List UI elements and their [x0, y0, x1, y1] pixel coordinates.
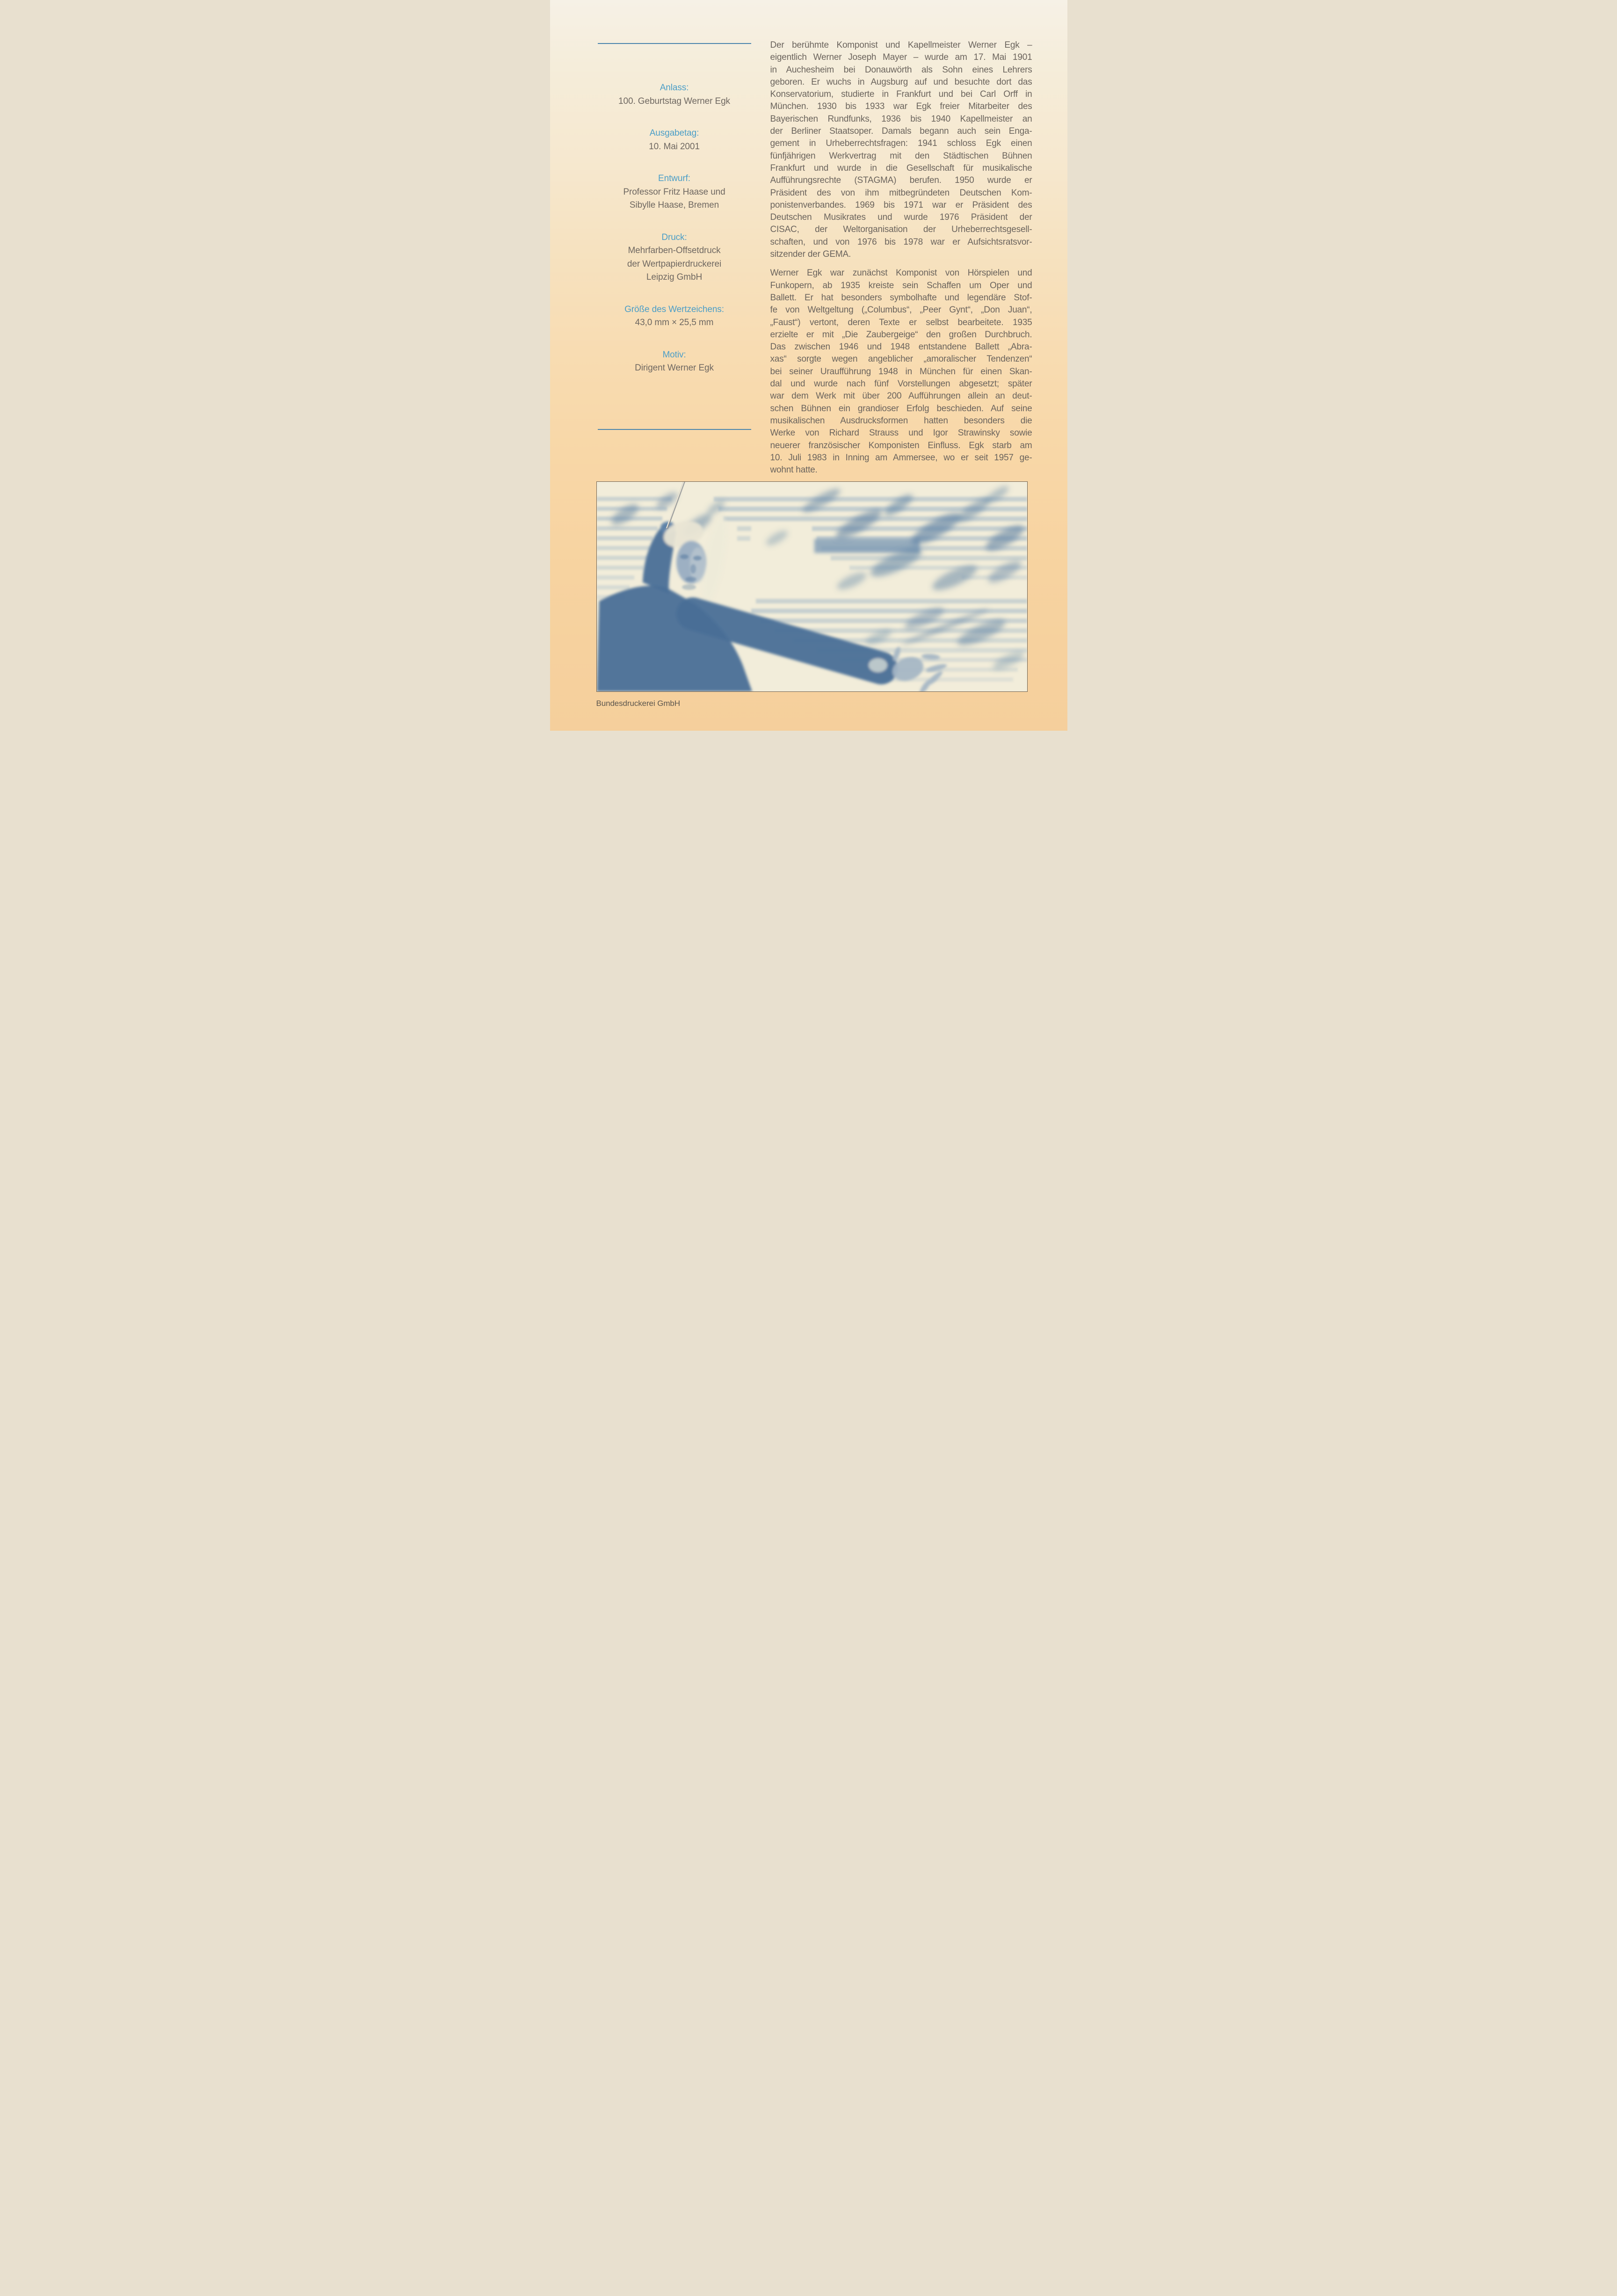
text-line: war dem Werk mit über 200 Aufführungen allein an deut- [770, 391, 1032, 401]
text-line: Aufführungsrechte (STAGMA) berufen. 1950 wurde er [770, 175, 1032, 186]
sidebar-group-values [598, 95, 751, 109]
text-line: erzielte er mit „Die Zaubergeige“ den großen Durchbruch. [770, 329, 1032, 340]
text-line: ponistenverbandes. 1969 bis 1971 war er Präsident des [770, 200, 1032, 210]
sidebar-group [598, 349, 751, 375]
text-line: xas“ sorgte wegen angeblicher „amoralischer Tendenzen“ [770, 354, 1032, 364]
sidebar-group-values [598, 244, 751, 284]
paragraph [770, 267, 1032, 476]
text-line: geboren. Er wuchs in Augsburg auf und besuchte dort das [770, 77, 1032, 87]
sidebar-group [598, 231, 751, 284]
sidebar-value-line: 100. Geburtstag Werner Egk [618, 96, 730, 106]
text-line: eigentlich Werner Joseph Mayer – wurde am 17. Mai 1901 [770, 52, 1032, 63]
collector-sheet-page [550, 0, 1067, 731]
sidebar-group [598, 172, 751, 212]
sidebar-group [598, 81, 751, 108]
sidebar-value-line: Sibylle Haase, Bremen [629, 200, 719, 210]
text-line: schen Bühnen ein grandioser Erfolg beschieden. Auf seine [770, 403, 1032, 414]
sidebar-value-line: der Wertpapierdruckerei [627, 259, 722, 269]
text-line: 10. Juli 1983 in Inning am Ammersee, wo er seit 1957 ge- [770, 452, 1032, 463]
text-line: „Faust“) vertont, deren Texte er selbst bearbeitete. 1935 [770, 317, 1032, 327]
sidebar-value-line: Dirigent Werner Egk [635, 363, 714, 373]
text-line: Konservatorium, studierte in Frankfurt und bei Carl Orff in [770, 89, 1032, 100]
stamp-info-sidebar [598, 81, 751, 375]
sidebar-group [598, 127, 751, 153]
sidebar-value-line: Professor Fritz Haase und [623, 187, 725, 197]
text-line: sitzender der GEMA. [770, 249, 851, 260]
text-line: dal und wurde nach fünf Vorstellungen abgesetzt; später [770, 379, 1032, 389]
text-line: fe von Weltgeltung („Columbus“, „Peer Gynt“, „Don Juan“, [770, 305, 1032, 315]
sidebar-group-label: Anlass: [660, 83, 689, 93]
text-line: Deutschen Musikrates und wurde 1976 Präsident der [770, 212, 1032, 223]
photo-werner-egk-conducting [596, 481, 1028, 692]
conductor-photo-illustration [597, 482, 1027, 691]
sidebar-bottom-rule [598, 429, 751, 430]
sidebar-group-label: Ausgabetag: [649, 128, 699, 138]
sidebar-group-values [598, 140, 751, 154]
text-line: der Berliner Staatsoper. Damals begann auch sein Enga- [770, 126, 1032, 137]
text-line: München. 1930 bis 1933 war Egk freier Mitarbeiter des [770, 102, 1032, 112]
text-line: Werke von Richard Strauss und Igor Strawinsky sowie [770, 428, 1032, 438]
sidebar-group-values [598, 186, 751, 212]
text-line: Präsident des von ihm mitbegründeten Deutschen Kom- [770, 188, 1032, 198]
text-line: musikalischen Ausdrucksformen hatten besonders die [770, 415, 1032, 426]
text-line: fünfjährigen Werkvertrag mit den Städtischen Bühnen [770, 151, 1032, 161]
text-line: schaften, und von 1976 bis 1978 war er Aufsichtsratsvor- [770, 237, 1032, 247]
text-line: neuerer französischer Komponisten Einfluss. Egk starb am [770, 440, 1032, 450]
paragraph [770, 39, 1032, 261]
text-line: Frankfurt und wurde in die Gesellschaft für musikalische [770, 163, 1032, 173]
sidebar-value-line: Leipzig GmbH [646, 272, 703, 282]
sidebar-group-label: Druck: [661, 232, 687, 242]
sidebar-group [598, 303, 751, 330]
sidebar-value-line: Mehrfarben-Offsetdruck [628, 246, 721, 255]
text-line: gement in Urheberrechtsfragen: 1941 schloss Egk einen [770, 138, 1032, 149]
text-line: Ballett. Er hat besonders symbolhafte und legendäre Stof- [770, 292, 1032, 303]
sidebar-group-label: Entwurf: [658, 174, 690, 183]
text-line: wohnt hatte. [770, 465, 818, 475]
biography-text [770, 39, 1032, 476]
text-line: bei seiner Uraufführung 1948 in München für einen Skan- [770, 366, 1032, 377]
printer-credit: Bundesdruckerei GmbH [596, 699, 680, 708]
text-line: in Auchesheim bei Donauwörth als Sohn eines Lehrers [770, 65, 1032, 75]
sidebar-group-label: Größe des Wertzeichens: [624, 304, 724, 314]
text-line: Funkopern, ab 1935 kreiste sein Schaffen um Oper und [770, 280, 1032, 291]
sidebar-group-label: Motiv: [662, 349, 686, 360]
text-line: Der berühmte Komponist und Kapellmeister Werner Egk – [770, 40, 1032, 50]
text-line: Bayerischen Rundfunks, 1936 bis 1940 Kapellmeister an [770, 114, 1032, 124]
text-line: Das zwischen 1946 und 1948 entstandene Ballett „Abra- [770, 342, 1032, 352]
text-line: CISAC, der Weltorganisation der Urheberrechtsgesell- [770, 225, 1032, 235]
sidebar-value-line: 43,0 mm × 25,5 mm [635, 318, 714, 327]
text-line: Werner Egk war zunächst Komponist von Hörspielen und [770, 268, 1032, 278]
sidebar-group-values [598, 362, 751, 375]
sidebar-value-line: 10. Mai 2001 [649, 141, 700, 152]
sidebar-top-rule [598, 43, 751, 44]
sidebar-group-values [598, 316, 751, 330]
